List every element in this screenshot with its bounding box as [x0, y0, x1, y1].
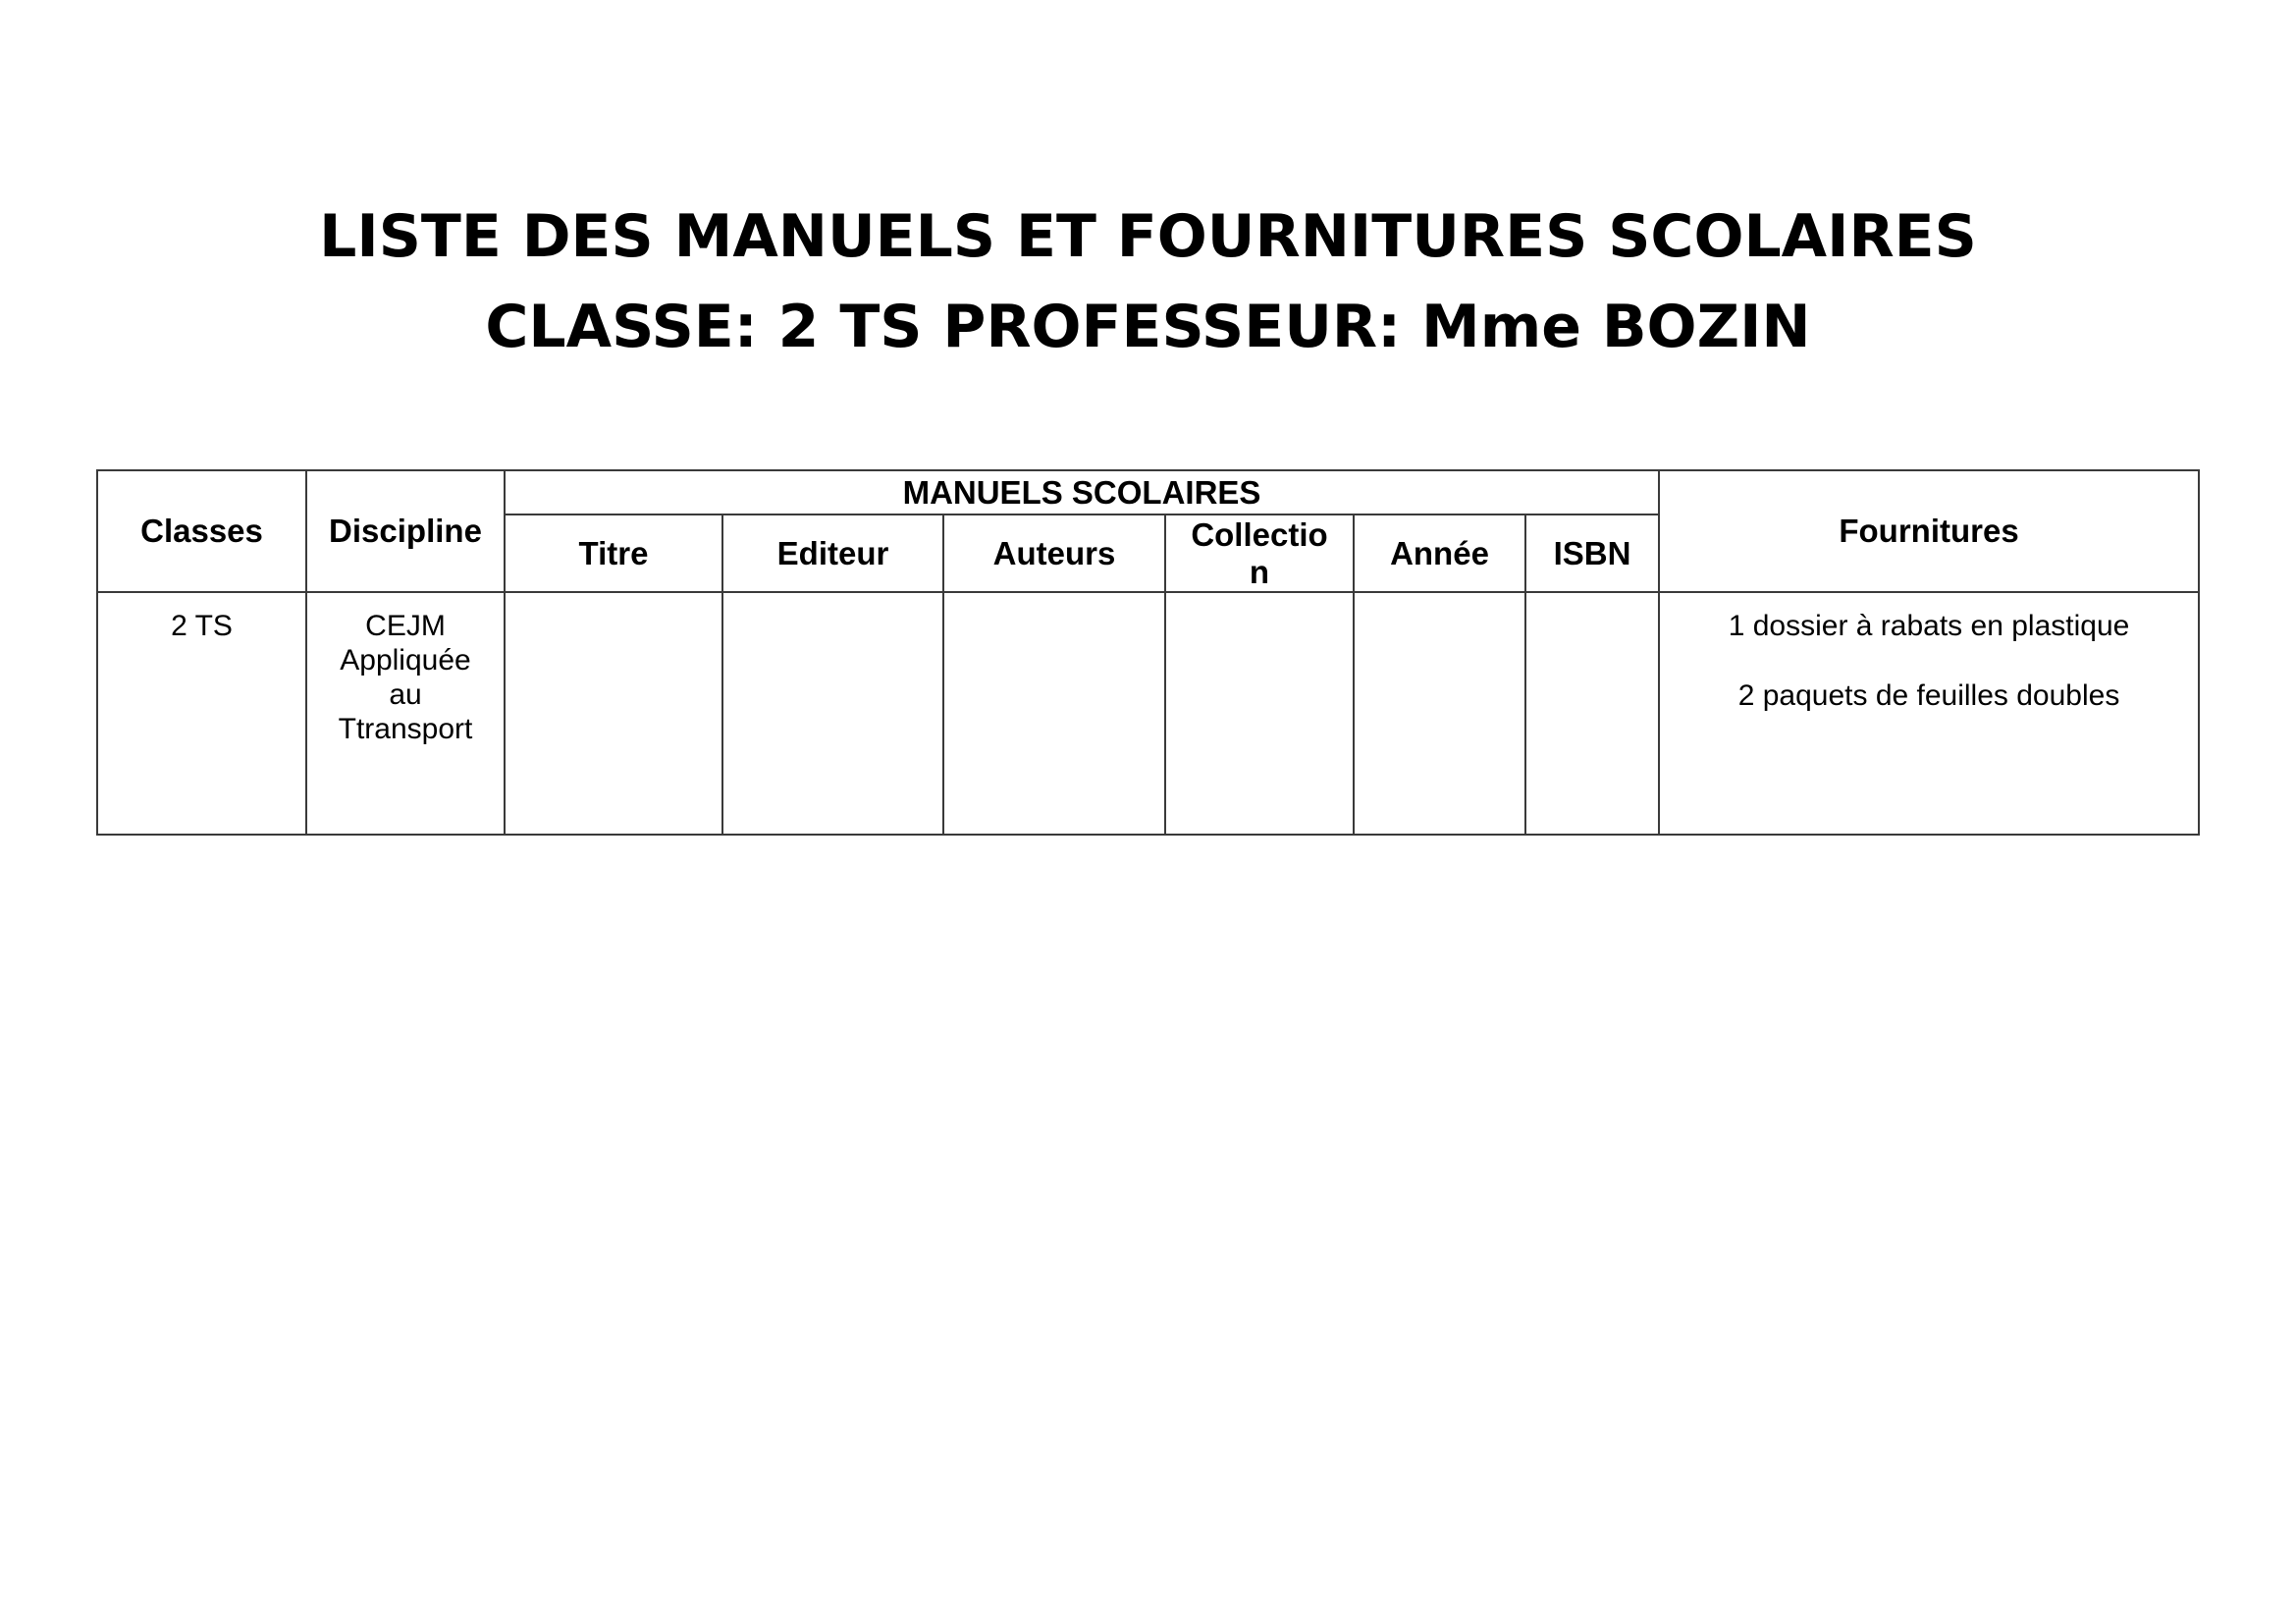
table-row [97, 592, 2199, 835]
column-header-isbn: ISBN [1525, 514, 1659, 592]
cell-discipline: CEJM Appliquée au Ttransport [306, 592, 505, 835]
column-header-discipline: Discipline [306, 470, 505, 592]
column-header-titre: Titre [505, 514, 722, 592]
page-subtitle: CLASSE: 2 TS PROFESSEUR: Mme BOZIN [485, 293, 1811, 361]
table-body [97, 592, 2199, 835]
column-header-editeur: Editeur [722, 514, 943, 592]
column-header-auteurs: Auteurs [943, 514, 1165, 592]
table-header [97, 470, 2199, 592]
cell-editeur [722, 592, 943, 835]
column-header-classes: Classes [97, 470, 306, 592]
cell-auteurs [943, 592, 1165, 835]
supply-item: 2 paquets de feuilles doubles [1737, 679, 2120, 712]
cell-collection [1165, 592, 1354, 835]
supply-item: 1 dossier à rabats en plastique [1728, 610, 2130, 642]
column-header-annee: Année [1354, 514, 1525, 592]
cell-titre [505, 592, 722, 835]
cell-isbn [1525, 592, 1659, 835]
column-header-fournitures: Fournitures [1659, 470, 2199, 592]
page-title: LISTE DES MANUELS ET FOURNITURES SCOLAIRES [319, 202, 1977, 271]
supplies-table [96, 469, 2200, 836]
column-header-collection: Collectio n [1165, 514, 1354, 592]
cell-classes: 2 TS [97, 592, 306, 835]
cell-fournitures [1659, 592, 2199, 835]
column-group-manuels-scolaires: MANUELS SCOLAIRES [505, 470, 1659, 514]
cell-annee [1354, 592, 1525, 835]
